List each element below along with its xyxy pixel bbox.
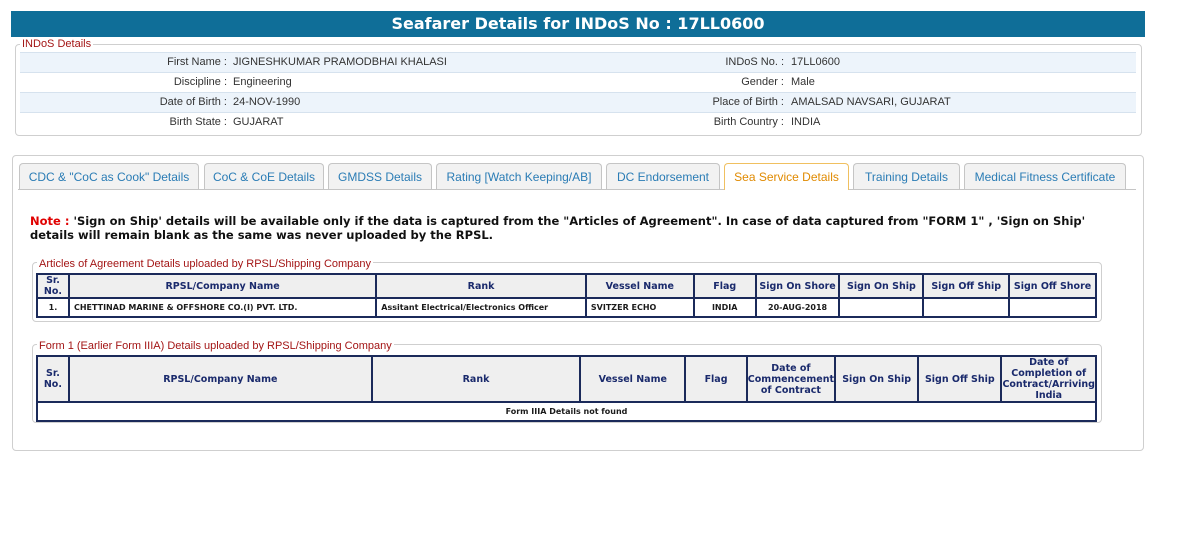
tab-training-details[interactable]: Training Details: [853, 163, 960, 189]
col-vessel-name: Vessel Name: [586, 274, 694, 298]
col-date-of-completion: Date of Completion of Contract/Arriving India: [1002, 357, 1095, 401]
discipline-label: Discipline :: [173, 76, 227, 88]
col-sign-off-shore: Sign Off Shore: [1009, 274, 1096, 298]
first-name-value: JIGNESHKUMAR PRAMODBHAI KHALASI: [233, 56, 447, 68]
place-of-birth-value: AMALSAD NAVSARI, GUJARAT: [791, 96, 951, 108]
form1-table: [36, 355, 1097, 422]
col-flag: Flag: [694, 274, 756, 298]
col-sr-no: Sr. No.: [37, 356, 69, 402]
cell-sign-on-ship: [839, 298, 923, 317]
note-key: Note :: [30, 214, 70, 228]
birth-country-label: Birth Country :: [713, 116, 784, 128]
cell-vessel-name: SVITZER ECHO: [586, 298, 694, 317]
col-rank: Rank: [372, 356, 581, 402]
tab-rating-watch-keeping[interactable]: Rating [Watch Keeping/AB]: [436, 163, 602, 189]
col-sign-off-ship: Sign Off Ship: [923, 274, 1009, 298]
form1-header-row: [37, 356, 1096, 402]
cell-sign-off-ship: [923, 298, 1009, 317]
page-title: Seafarer Details for INDoS No : 17LL0600: [11, 11, 1145, 37]
discipline-value: Engineering: [233, 76, 292, 88]
tab-gmdss-details[interactable]: GMDSS Details: [328, 163, 432, 189]
col-vessel-name: Vessel Name: [580, 356, 685, 402]
tab-medical-fitness-certificate[interactable]: Medical Fitness Certificate: [964, 163, 1126, 189]
cell-rank: Assitant Electrical/Electronics Officer: [376, 298, 586, 317]
indos-row: [20, 113, 1136, 132]
tab-coc-coe-details[interactable]: CoC & CoE Details: [204, 163, 324, 189]
form1-legend: Form 1 (Earlier Form IIIA) Details uploaded by RPSL/Shipping Company: [39, 340, 392, 352]
col-company-name: RPSL/Company Name: [69, 356, 372, 402]
birth-state-value: GUJARAT: [233, 116, 284, 128]
indos-row: [20, 73, 1136, 92]
articles-legend: Articles of Agreement Details uploaded by RPSL/Shipping Company: [39, 258, 372, 270]
cell-sign-on-shore: 20-AUG-2018: [756, 298, 840, 317]
gender-label: Gender :: [741, 76, 784, 88]
col-sign-on-ship: Sign On Ship: [835, 356, 918, 402]
cell-sr-no: 1.: [37, 298, 69, 317]
table-row: [37, 298, 1096, 317]
cell-sign-off-shore: [1009, 298, 1096, 317]
articles-table: [36, 273, 1097, 318]
col-sign-off-ship: Sign Off Ship: [918, 356, 1001, 402]
col-sign-on-shore: Sign On Shore: [756, 274, 840, 298]
sign-on-ship-note: [30, 214, 1090, 242]
indos-row: [20, 52, 1136, 73]
col-flag: Flag: [685, 356, 746, 402]
dob-value: 24-NOV-1990: [233, 96, 301, 108]
birth-state-label: Birth State :: [169, 116, 227, 128]
gender-value: Male: [791, 76, 815, 88]
dob-label: Date of Birth :: [159, 96, 227, 108]
indos-no-value: 17LL0600: [791, 56, 840, 68]
first-name-label: First Name :: [167, 56, 227, 68]
tab-dc-endorsement[interactable]: DC Endorsement: [606, 163, 720, 189]
tab-sea-service-details[interactable]: Sea Service Details: [724, 163, 849, 190]
indos-no-label: INDoS No. :: [725, 56, 784, 68]
note-text: 'Sign on Ship' details will be available only if the data is captured from the "Articles of Agreement". In case of data captured from "FORM 1" , 'Sign on Ship' details will remain blank as the same was never uploaded by the RPSL.: [30, 214, 1086, 242]
col-sr-no: Sr. No.: [37, 274, 69, 298]
indos-row: [20, 92, 1136, 113]
cell-company-name: CHETTINAD MARINE & OFFSHORE CO.(I) PVT. LTD.: [69, 298, 376, 317]
tab-cdc-details[interactable]: CDC & "CoC as Cook" Details: [19, 163, 199, 189]
col-company-name: RPSL/Company Name: [69, 274, 376, 298]
place-of-birth-label: Place of Birth :: [712, 96, 784, 108]
col-sign-on-ship: Sign On Ship: [839, 274, 923, 298]
col-rank: Rank: [376, 274, 586, 298]
col-date-of-commencement: Date of Commencement of Contract: [747, 356, 835, 402]
indos-details-legend: INDoS Details: [22, 38, 92, 50]
table-row: [37, 402, 1096, 421]
articles-header-row: [37, 274, 1096, 298]
cell-flag: INDIA: [694, 298, 756, 317]
empty-state-message: Form IIIA Details not found: [37, 402, 1096, 421]
birth-country-value: INDIA: [791, 116, 821, 128]
